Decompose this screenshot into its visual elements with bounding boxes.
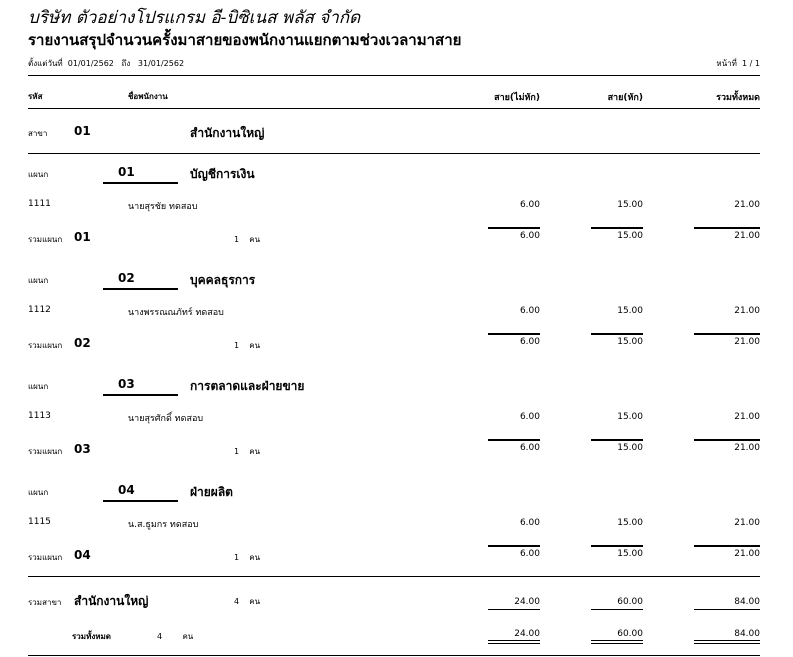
subtotal-rule <box>591 545 643 547</box>
grand-total-total: 84.00 <box>734 629 760 639</box>
branch-total-late-deduct: 60.00 <box>617 597 643 607</box>
grand-total-count-unit: คน <box>182 632 194 641</box>
employee-late-deduct: 15.00 <box>617 306 643 316</box>
department-label: แผนก <box>28 488 49 497</box>
department-count <box>234 339 260 352</box>
report-title: รายงานสรุปจำนวนครั้งมาสายของพนักงานแยกตามช่วงเวลามาสาย <box>28 31 462 49</box>
grand-total-count <box>157 630 193 643</box>
department-code-underline <box>103 182 178 184</box>
department-total-late-no-deduct: 6.00 <box>519 231 540 241</box>
employee-total: 21.00 <box>734 518 760 528</box>
department-count-value: 1 <box>234 341 240 350</box>
page-number <box>716 57 760 70</box>
col-total: รวมทั้งหมด <box>716 93 760 103</box>
subtotal-rule <box>694 545 760 547</box>
branch-total-rule <box>591 609 643 610</box>
department-code: 01 <box>118 165 135 179</box>
department-code: 04 <box>118 483 135 497</box>
subtotal-rule <box>591 333 643 335</box>
department-total-late-no-deduct: 6.00 <box>519 549 540 559</box>
department-code: 02 <box>118 271 135 285</box>
branch-total-name: สำนักงานใหญ่ <box>74 594 149 608</box>
employee-total: 21.00 <box>734 200 760 210</box>
employee-late-no-deduct: 6.00 <box>519 200 540 210</box>
employee-late-deduct: 15.00 <box>617 518 643 528</box>
page-value: 1 / 1 <box>742 59 760 68</box>
col-late-deduct: สาย(หัก) <box>607 93 643 103</box>
employee-code: 1112 <box>28 305 51 315</box>
employee-late-no-deduct: 6.00 <box>519 306 540 316</box>
employee-late-deduct: 15.00 <box>617 200 643 210</box>
branch-total-top-rule <box>28 576 760 577</box>
employee-late-no-deduct: 6.00 <box>519 412 540 422</box>
branch-total-count <box>234 595 260 608</box>
grand-total-label: รวมทั้งหมด <box>72 632 111 641</box>
branch-total-rule <box>488 609 540 610</box>
subtotal-rule <box>591 439 643 441</box>
company-name: บริษัท ตัวอย่างโปรแกรม อี-บิซิเนส พลัส จำกัด <box>28 8 361 28</box>
branch-total-rule <box>694 609 760 610</box>
grand-total-count-value: 4 <box>157 632 163 641</box>
department-code-underline <box>103 394 178 396</box>
subtotal-rule <box>488 227 540 229</box>
grand-total-late-deduct: 60.00 <box>617 629 643 639</box>
page-label: หน้าที่ <box>716 59 737 68</box>
date-to: 31/01/2562 <box>137 59 185 68</box>
branch-total-late-no-deduct: 24.00 <box>514 597 540 607</box>
department-count-unit: คน <box>249 447 261 456</box>
branch-code: 01 <box>74 124 91 138</box>
department-name: ฝ่ายผลิต <box>190 485 233 499</box>
department-code-underline <box>103 500 178 502</box>
employee-name: น.ส.ธูมกร ทดสอบ <box>128 520 199 530</box>
department-total-late-no-deduct: 6.00 <box>519 443 540 453</box>
col-late-no-deduct: สาย(ไม่หัก) <box>494 93 540 103</box>
grand-total-late-no-deduct: 24.00 <box>514 629 540 639</box>
branch-total-label: รวมสาขา <box>28 598 62 607</box>
report-bottom-rule <box>28 655 760 656</box>
department-total-total: 21.00 <box>734 443 760 453</box>
department-total-code: 01 <box>74 230 91 244</box>
date-to-label: ถึง <box>121 59 131 68</box>
department-total-late-deduct: 15.00 <box>617 443 643 453</box>
subtotal-rule <box>591 227 643 229</box>
department-count-value: 1 <box>234 447 240 456</box>
employee-late-no-deduct: 6.00 <box>519 518 540 528</box>
department-name: การตลาดและฝ่ายขาย <box>190 379 305 393</box>
employee-late-deduct: 15.00 <box>617 412 643 422</box>
date-from: 01/01/2562 <box>67 59 114 68</box>
department-code-underline <box>103 288 178 290</box>
col-code: รหัส <box>28 92 43 101</box>
employee-name: นายสุรศักดิ์ ทดสอบ <box>128 414 204 424</box>
department-code: 03 <box>118 377 135 391</box>
subtotal-rule <box>488 545 540 547</box>
employee-code: 1115 <box>28 517 51 527</box>
department-total-total: 21.00 <box>734 549 760 559</box>
department-total-label: รวมแผนก <box>28 235 63 244</box>
branch-name: สำนักงานใหญ่ <box>190 126 265 140</box>
branch-total-count-value: 4 <box>234 597 240 606</box>
department-total-late-deduct: 15.00 <box>617 231 643 241</box>
employee-name: นายสุรชัย ทดสอบ <box>128 202 198 212</box>
department-name: บัญชีการเงิน <box>190 167 255 181</box>
date-range <box>28 57 184 70</box>
employee-name: นางพรรณณภัทร์ ทดสอบ <box>128 308 224 318</box>
department-count-unit: คน <box>249 235 261 244</box>
grand-total-double-rule <box>694 640 760 644</box>
grand-total-double-rule <box>488 640 540 644</box>
department-count-value: 1 <box>234 553 240 562</box>
department-total-late-deduct: 15.00 <box>617 549 643 559</box>
employee-total: 21.00 <box>734 412 760 422</box>
department-count-unit: คน <box>249 553 261 562</box>
department-total-total: 21.00 <box>734 337 760 347</box>
department-total-label: รวมแผนก <box>28 341 63 350</box>
header-top-rule <box>28 75 760 76</box>
department-count-value: 1 <box>234 235 240 244</box>
branch-label: สาขา <box>28 129 48 138</box>
department-total-code: 04 <box>74 548 91 562</box>
employee-code: 1113 <box>28 411 51 421</box>
department-total-late-no-deduct: 6.00 <box>519 337 540 347</box>
department-count-unit: คน <box>249 341 261 350</box>
department-count <box>234 233 260 246</box>
subtotal-rule <box>694 439 760 441</box>
department-total-label: รวมแผนก <box>28 553 63 562</box>
branch-total-total: 84.00 <box>734 597 760 607</box>
subtotal-rule <box>488 439 540 441</box>
department-count <box>234 445 260 458</box>
employee-total: 21.00 <box>734 306 760 316</box>
department-total-total: 21.00 <box>734 231 760 241</box>
department-count <box>234 551 260 564</box>
grand-total-double-rule <box>591 640 643 644</box>
department-total-code: 02 <box>74 336 91 350</box>
department-total-label: รวมแผนก <box>28 447 63 456</box>
department-label: แผนก <box>28 276 49 285</box>
subtotal-rule <box>694 333 760 335</box>
department-name: บุคคลธุรการ <box>190 273 256 287</box>
department-total-late-deduct: 15.00 <box>617 337 643 347</box>
header-bottom-rule <box>28 108 760 109</box>
date-from-label: ตั้งแต่วันที่ <box>28 59 63 68</box>
branch-total-count-unit: คน <box>249 597 261 606</box>
employee-code: 1111 <box>28 199 51 209</box>
department-total-code: 03 <box>74 442 91 456</box>
department-label: แผนก <box>28 382 49 391</box>
branch-rule <box>28 153 760 154</box>
subtotal-rule <box>488 333 540 335</box>
subtotal-rule <box>694 227 760 229</box>
department-label: แผนก <box>28 170 49 179</box>
col-name: ชื่อพนักงาน <box>128 92 168 101</box>
